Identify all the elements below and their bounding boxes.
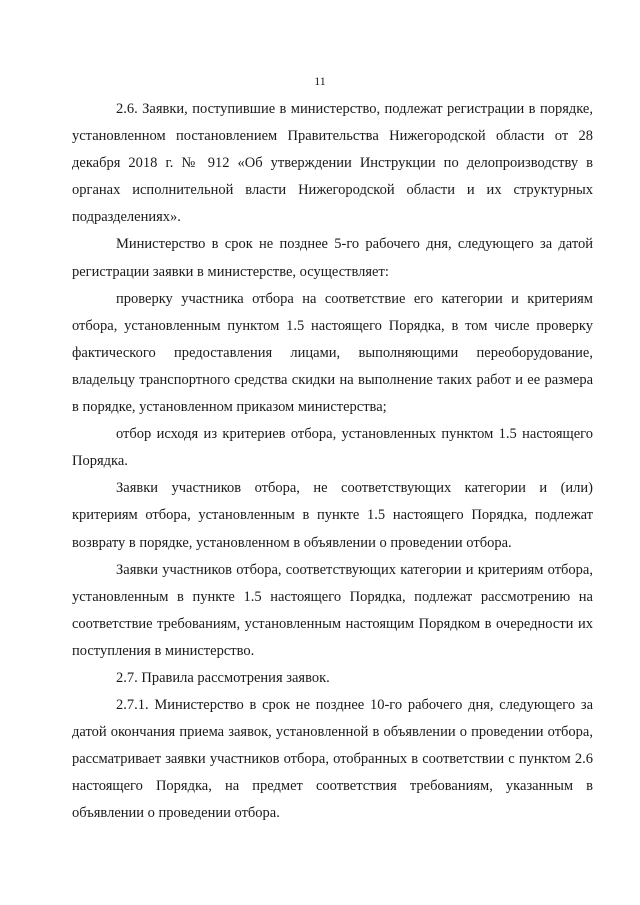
paragraph-selection-criteria: отбор исходя из критериев отбора, установленных пунктом 1.5 настоящего Порядка. bbox=[72, 426, 593, 470]
paragraph-2-6: 2.6. Заявки, поступившие в министерство, подлежат регистрации в порядке, установленном постановлением Правительства Нижегородской области от 28 декабря 2018 г. № 912 «Об утверждении Инструкции по делопроизводству в органах исполнительной власти Нижегородской области и их структурных подразделениях». bbox=[72, 101, 593, 226]
paragraph-rejected-applications: Заявки участников отбора, не соответствующих категории и (или) критериям отбора, установленным в пункте 1.5 настоящего Порядка, подлежат возврату в порядке, установленном в объявлении о проведении отбора. bbox=[72, 480, 593, 551]
paragraph-accepted-applications: Заявки участников отбора, соответствующих категории и критериям отбора, установленным в пункте 1.5 настоящего Порядка, подлежат рассмотрению на соответствие требованиям, установленным настоящим Порядком в очередности их поступления в министерство. bbox=[72, 561, 593, 659]
paragraph-participant-check: проверку участника отбора на соответствие его категории и критериям отбора, установленным пунктом 1.5 настоящего Порядка, в том числе проверку фактического предоставления лицами, выполняющими переоборудование, владельцу транспортного средства скидки на выполнение таких работ и ее размера в порядке, установленном приказом министерства; bbox=[72, 290, 593, 416]
paragraph-ministry-deadline: Министерство в срок не позднее 5-го рабочего дня, следующего за датой регистрации заявки в министерстве, осуществляет: bbox=[72, 236, 593, 280]
page-number: 11 bbox=[314, 74, 326, 88]
paragraph-2-7-heading: 2.7. Правила рассмотрения заявок. bbox=[116, 669, 330, 686]
paragraph-2-7-1: 2.7.1. Министерство в срок не позднее 10-го рабочего дня, следующего за датой окончания приема заявок, установленной в объявлении о проведении отбора, рассматривает заявки участников отбора, отобранных в соответствии с пунктом 2.6 настоящего Порядка, на предмет соответствия требованиям, указанным в объявлении о проведении отбора. bbox=[72, 697, 593, 822]
document-body bbox=[72, 96, 593, 828]
